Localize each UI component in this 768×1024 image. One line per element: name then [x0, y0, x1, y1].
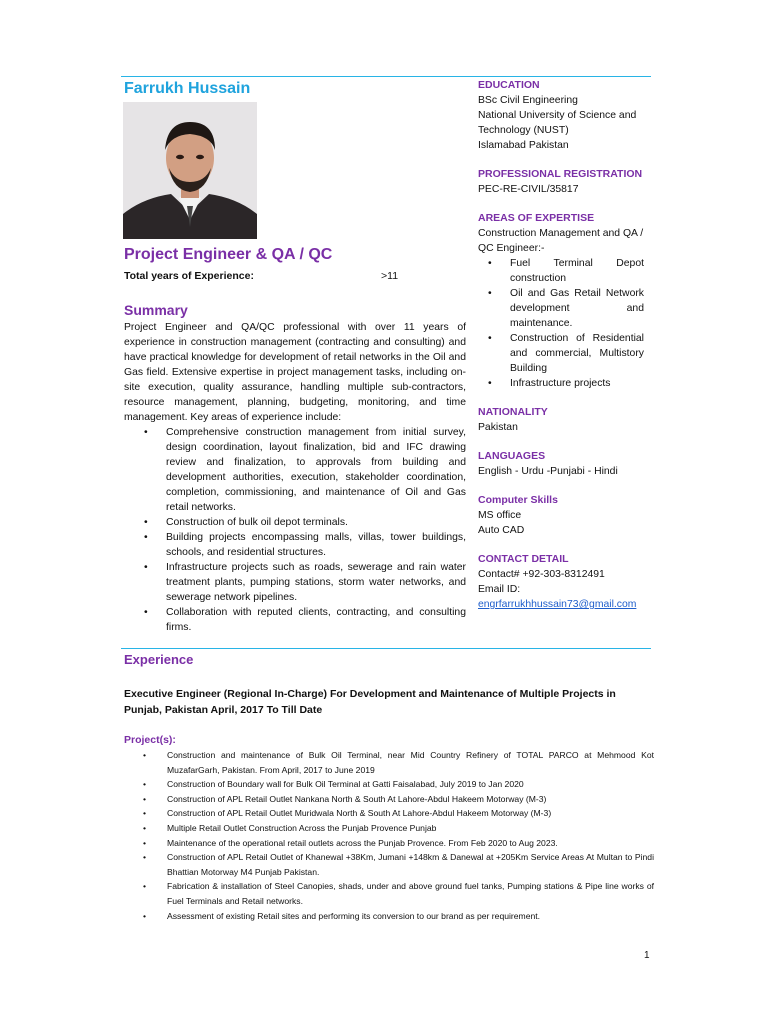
list-item: • Assessment of existing Retail sites and performing its conversion to our brand as per requirement. — [167, 909, 654, 924]
profile-photo-illustration — [123, 102, 257, 239]
list-item: • Construction and maintenance of Bulk Oil Terminal, near Mid Country Refinery of TOTAL PARCO at Mehmood Kot MuzafarGarh, Pakistan. From April, 2017 to June 2019 — [167, 748, 654, 777]
list-item: • Construction of APL Retail Outlet Nankana North & South At Lahore-Abdul Hakeem Motorway (M-3) — [167, 792, 654, 807]
list-item: • Maintenance of the operational retail outlets across the Punjab Provence. From Feb 2020 to Aug 2023. — [167, 836, 654, 851]
list-item: • Construction of APL Retail Outlet of Khanewal +38Km, Jumani +148km & Danewal at +205Km Service Areas At Multan to Pindi Bhattian Motorway M4 Punjab Pakistan. — [167, 850, 654, 879]
page-number: 1 — [644, 950, 650, 961]
projects-heading: Project(s): — [124, 734, 176, 746]
list-item: • Construction of APL Retail Outlet Muridwala North & South At Lahore-Abdul Hakeem Motorway (M-3) — [167, 806, 654, 821]
computer-skills-heading: Computer Skills — [478, 494, 558, 506]
total-experience — [124, 270, 469, 282]
registration-value: PEC-RE-CIVIL/35817 — [478, 184, 579, 195]
education-line: Islamabad Pakistan — [478, 140, 569, 151]
summary-list — [124, 425, 466, 635]
list-item: • Multiple Retail Outlet Construction Across the Punjab Provence Punjab — [167, 821, 654, 836]
list-item: • Building projects encompassing malls, villas, tower buildings, schools, and residential structures. — [166, 530, 466, 560]
contact-phone: Contact# +92-303-8312491 — [478, 569, 605, 580]
education-line: BSc Civil Engineering — [478, 95, 578, 106]
languages-heading: LANGUAGES — [478, 450, 546, 462]
experience-divider — [121, 648, 651, 649]
computer-skill: Auto CAD — [478, 525, 525, 536]
candidate-name: Farrukh Hussain — [124, 80, 251, 97]
nationality-value: Pakistan — [478, 422, 518, 433]
registration-heading: PROFESSIONAL REGISTRATION — [478, 168, 643, 180]
list-item: • Construction of bulk oil depot terminals. — [166, 515, 466, 530]
languages-value: English - Urdu -Punjabi - Hindi — [478, 466, 618, 477]
summary-section — [124, 320, 466, 635]
list-item: • Oil and Gas Retail Network development and maintenance. — [510, 286, 644, 331]
list-item: • Fabrication & installation of Steel Canopies, shads, under and above ground fuel tanks, Pumping stations & Pipe line works of Fuel Terminals and Retail networks. — [167, 879, 654, 908]
contact-email-label: Email ID: — [478, 584, 521, 595]
list-item: • Construction of Residential and commercial, Multistory Building — [510, 331, 644, 376]
list-item: • Fuel Terminal Depot construction — [510, 256, 644, 286]
education-line: National University of Science and Technology (NUST) — [478, 110, 637, 136]
total-experience-label: Total years of Experience: — [124, 270, 254, 282]
contact-heading: CONTACT DETAIL — [478, 553, 569, 565]
list-item: • Construction of Boundary wall for Bulk Oil Terminal at Gatti Faisalabad, July 2019 to Jan 2020 — [167, 777, 654, 792]
summary-heading: Summary — [124, 302, 188, 318]
total-experience-value: >11 — [381, 270, 399, 282]
list-item: • Comprehensive construction management from initial survey, design coordination, layout finalization, bid and IFC drawing review and finalization, to approvals from building and development authorities, execution, stakeholder coordination, completion, commissioning, and maintenance of Oil and Gas retail networks. — [166, 425, 466, 515]
list-item: • Collaboration with reputed clients, contracting, and consulting firms. — [166, 605, 466, 635]
list-item: • Infrastructure projects such as roads, sewerage and rain water treatment plants, pumping stations, storm water networks, and sewerage network pipelines. — [166, 560, 466, 605]
sidebar — [478, 78, 644, 612]
experience-heading: Experience — [124, 652, 194, 667]
summary-text: Project Engineer and QA/QC professional with over 11 years of experience in construction management (contracting and consulting) and have practical knowledge for development of retail networks in the Oil and Gas field. Extensive expertise in project management tasks, including on-site execution, quality assurance, handling multiple sub-contractors, resource management, planning, budgeting, monitoring, and time management. Key areas of experience include: — [124, 322, 466, 423]
nationality-heading: NATIONALITY — [478, 406, 548, 418]
education-heading: EDUCATION — [478, 79, 540, 91]
projects-section — [124, 748, 654, 923]
projects-list — [124, 748, 654, 923]
expertise-list — [478, 256, 644, 391]
expertise-intro: Construction Management and QA / QC Engineer:- — [478, 228, 644, 254]
job-role-title: Project Engineer & QA / QC — [124, 246, 333, 263]
expertise-heading: AREAS OF EXPERTISE — [478, 212, 595, 224]
contact-email-link[interactable]: engrfarrukhhussain73@gmail.com — [478, 599, 637, 610]
profile-photo — [123, 102, 257, 239]
computer-skill: MS office — [478, 510, 522, 521]
job-title: Executive Engineer (Regional In-Charge) For Development and Maintenance of Multiple Projects in Punjab, Pakistan April, 2017 To Till Date — [124, 688, 616, 716]
list-item: • Infrastructure projects — [510, 376, 644, 391]
top-divider — [121, 76, 651, 77]
